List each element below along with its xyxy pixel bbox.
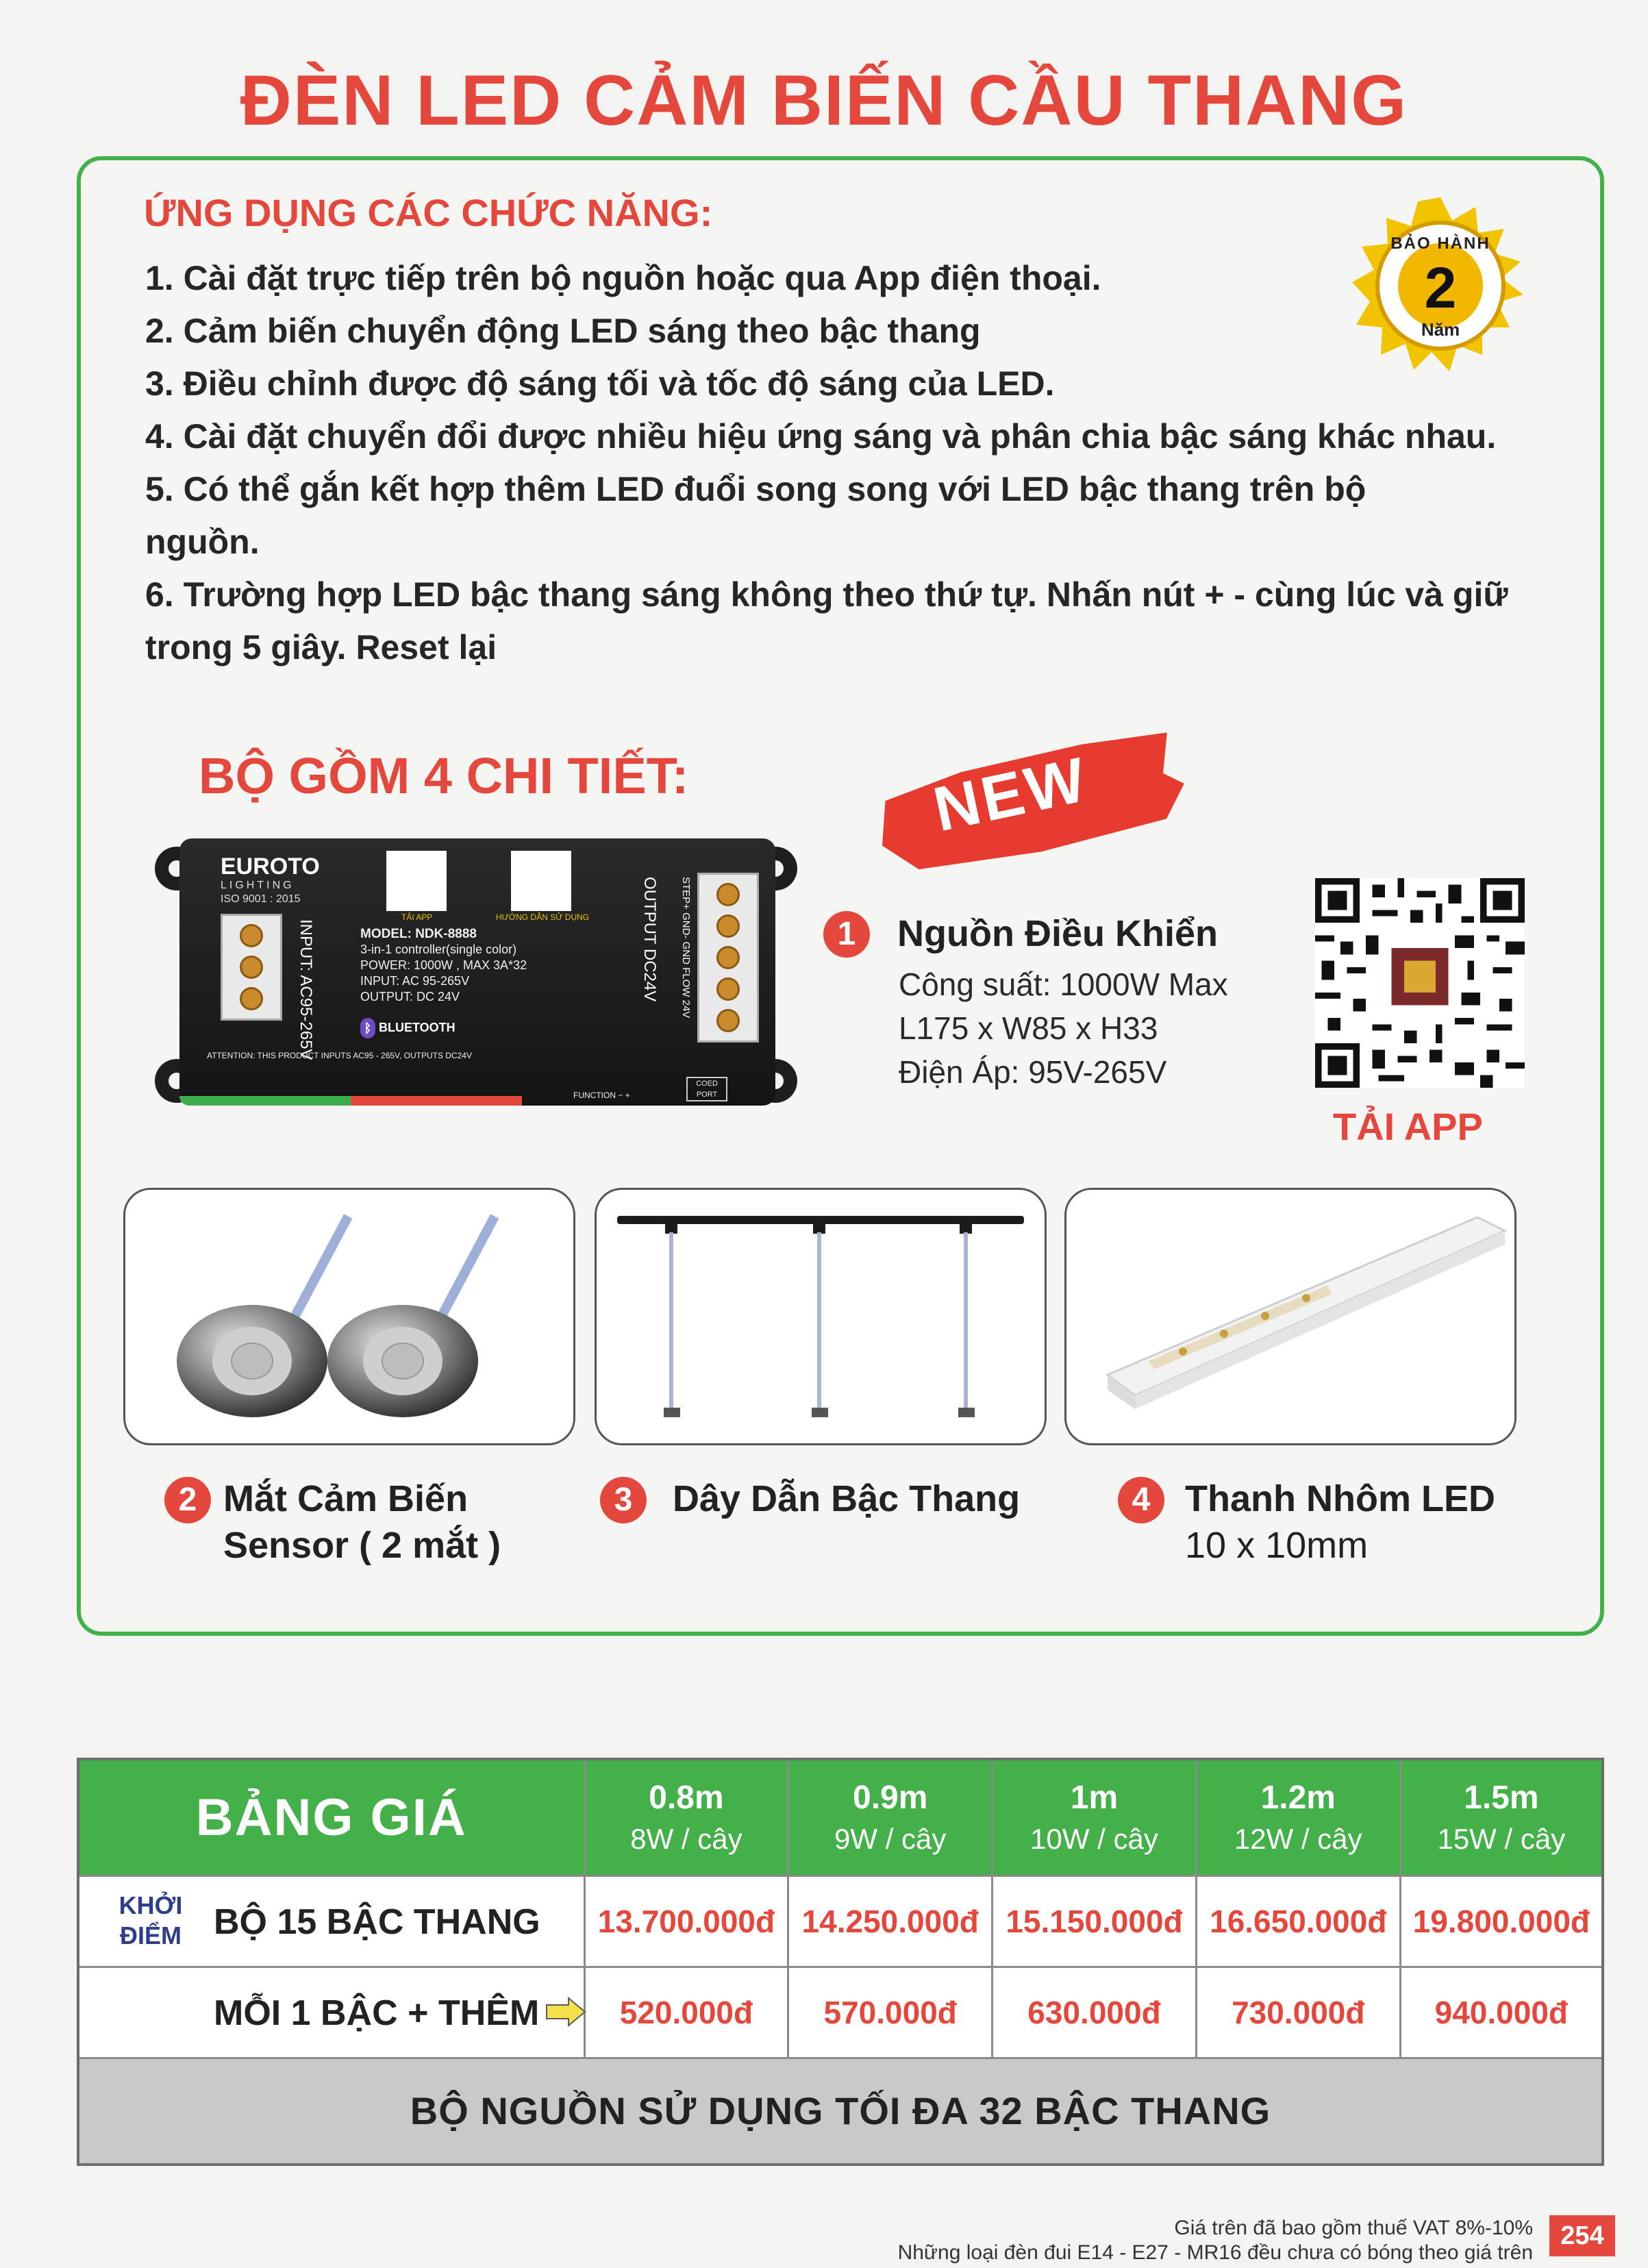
controller-spec-3: INPUT: AC 95-265V [360,974,470,988]
part-1-number: 1 [823,911,870,958]
warranty-unit: Năm [1421,319,1460,340]
controller-spec-4: OUTPUT: DC 24V [360,990,460,1004]
column-size: 1.2m [1260,1780,1336,1817]
controller-qr-guide-label: HƯỚNG DẪN SỬ DỤNG [496,912,590,922]
controller-image [179,838,775,1106]
controller-spec-1: 3-in-1 controller(single color) [360,943,517,956]
part-2-sub: Sensor ( 2 mắt ) [223,1525,501,1566]
price-cell: 630.000đ [992,1967,1197,2058]
aluminum-bar-card [1064,1188,1516,1445]
feature-item-2: 2. Cảm biến chuyển động LED sáng theo bậc thang [145,312,981,350]
column-size: 0.8m [649,1780,724,1817]
part-2-label [223,1475,501,1569]
price-cell: 19.800.000đ [1400,1876,1603,1967]
price-header-row [78,1759,1603,1876]
step-wire-image [597,1190,1045,1443]
controller-brand: EUROTO [221,853,320,880]
controller-brand-sub: LIGHTING [221,880,295,891]
feature-item-6: 6. Trường hợp LED bậc thang sáng không theo thứ tự. Nhấn nút + - cùng lúc và giữ trong 5 giây. Reset lại [145,575,1508,666]
price-table [77,1758,1604,2166]
warranty-years: 2 [1424,256,1457,320]
controller-specs [360,926,538,1005]
page-title: ĐÈN LED CẢM BIẾN CẦU THANG [240,61,1408,140]
qr-code-icon [1315,878,1525,1088]
part-3-name: Dây Dẫn Bậc Thang [673,1478,1021,1519]
controller-function-buttons: FUNCTION − + [573,1091,630,1100]
part-4-number: 4 [1118,1477,1164,1523]
features-heading: ỨNG DỤNG CÁC CHỨC NĂNG: [144,191,713,234]
table-row [78,1876,1603,1967]
page-number: 254 [1549,2215,1615,2256]
controller-qr-app [386,851,447,911]
price-cell: 730.000đ [1196,1967,1400,2058]
bluetooth-icon: ᛒ [360,1018,375,1038]
row-label-cell [78,1967,584,2058]
controller-model: MODEL: NDK-8888 [360,927,477,941]
controller-output-label: OUTPUT DC24V [640,877,659,1002]
price-cell: 570.000đ [788,1967,992,2058]
price-footer: BỘ NGUỒN SỬ DỤNG TỐI ĐA 32 BẬC THANG [78,2058,1603,2165]
price-table-title-cell [78,1759,584,1876]
part-1-spec-size: L175 x W85 x H33 [899,1010,1158,1046]
column-watt: 15W / cây [1437,1823,1566,1856]
download-app-label: TẢI APP [1333,1105,1483,1148]
part-4-name: Thanh Nhôm LED [1185,1478,1495,1519]
arrow-right-icon [545,1997,586,2027]
controller-port: COED PORT [686,1077,727,1101]
row-prefix: KHỞI ĐIỂM [118,1891,183,1949]
controller-warning: ATTENTION: THIS PRODUCT INPUTS AC95 - 265V, OUTPUTS DC24V [207,1051,472,1060]
feature-item-5: 5. Có thể gắn kết hợp thêm LED đuổi song song với LED bậc thang trên bộ nguồn. [145,470,1366,561]
column-watt: 10W / cây [1030,1823,1158,1856]
row-label: MỖI 1 BẬC + THÊM [214,1993,540,2033]
sensor-card [123,1188,575,1445]
row-label-cell [78,1876,584,1967]
controller-output-pins: STEP+ GND- GND FLOW 24V [680,877,692,1019]
motion-sensor-image [125,1190,573,1443]
part-1-spec-power: Công suất: 1000W Max [899,967,1228,1002]
controller-qr-guide [511,851,571,911]
part-3-number: 3 [600,1477,647,1523]
feature-item-1: 1. Cài đặt trực tiếp trên bộ nguồn hoặc qua App điện thoại. [145,259,1101,297]
controller-qr-app-label: TẢI APP [401,912,433,922]
price-cell: 14.250.000đ [788,1876,992,1967]
part-4-label [1185,1475,1495,1569]
bluetooth-label: BLUETOOTH [379,1020,455,1034]
price-footer-row [78,2058,1603,2165]
warranty-label: BẢO HÀNH [1390,234,1490,253]
price-cell: 13.700.000đ [584,1876,788,1967]
price-column-header [1196,1759,1400,1876]
controller-input-label: INPUT: AC95-265V [297,919,315,1060]
price-column-header [1400,1759,1603,1876]
column-watt: 8W / cây [630,1823,742,1856]
price-table-title: BẢNG GIÁ [195,1788,467,1847]
controller-input-terminal [221,914,282,1021]
controller-output-terminal [697,873,759,1043]
price-cell: 15.150.000đ [992,1876,1197,1967]
vat-note: Giá trên đã bao gồm thuế VAT 8%-10% [1174,2217,1533,2239]
part-2-number: 2 [164,1477,211,1523]
part-1-spec-voltage: Điện Áp: 95V-265V [899,1054,1167,1090]
price-column-header [992,1759,1197,1876]
aluminum-led-bar-image [1066,1190,1514,1443]
warranty-badge [1348,193,1533,378]
column-size: 1.5m [1464,1780,1539,1817]
controller-iso: ISO 9001 : 2015 [221,893,301,905]
feature-item-3: 3. Điều chỉnh được độ sáng tối và tốc độ sáng của LED. [145,364,1055,403]
app-qr-code[interactable] [1315,878,1525,1088]
bulb-note: Những loại đèn đui E14 - E27 - MR16 đều chưa có bóng theo giá trên [897,2241,1533,2264]
controller-color-stripe [179,1096,522,1106]
column-size: 0.9m [853,1780,928,1817]
price-cell: 940.000đ [1400,1967,1603,2058]
column-watt: 9W / cây [834,1823,947,1856]
controller-bluetooth [360,1018,455,1038]
wire-card [595,1188,1047,1445]
part-1-name: Nguồn Điều Khiển [897,913,1218,954]
part-4-sub: 10 x 10mm [1185,1525,1369,1566]
price-cell: 520.000đ [584,1967,788,2058]
price-cell: 16.650.000đ [1196,1876,1400,1967]
new-tag-label: NEW [927,744,1095,845]
part-2-name: Mắt Cảm Biến [223,1478,469,1519]
kit-heading: BỘ GỒM 4 CHI TIẾT: [199,747,689,804]
price-column-header [788,1759,992,1876]
column-watt: 12W / cây [1234,1823,1362,1856]
table-row [78,1967,1603,2058]
row-label: BỘ 15 BẬC THANG [214,1902,540,1942]
controller-spec-2: POWER: 1000W , MAX 3A*32 [360,958,527,972]
feature-item-4: 4. Cài đặt chuyển đổi được nhiều hiệu ứng sáng và phân chia bậc sáng khác nhau. [145,417,1497,456]
column-size: 1m [1070,1780,1119,1817]
price-column-header [584,1759,788,1876]
